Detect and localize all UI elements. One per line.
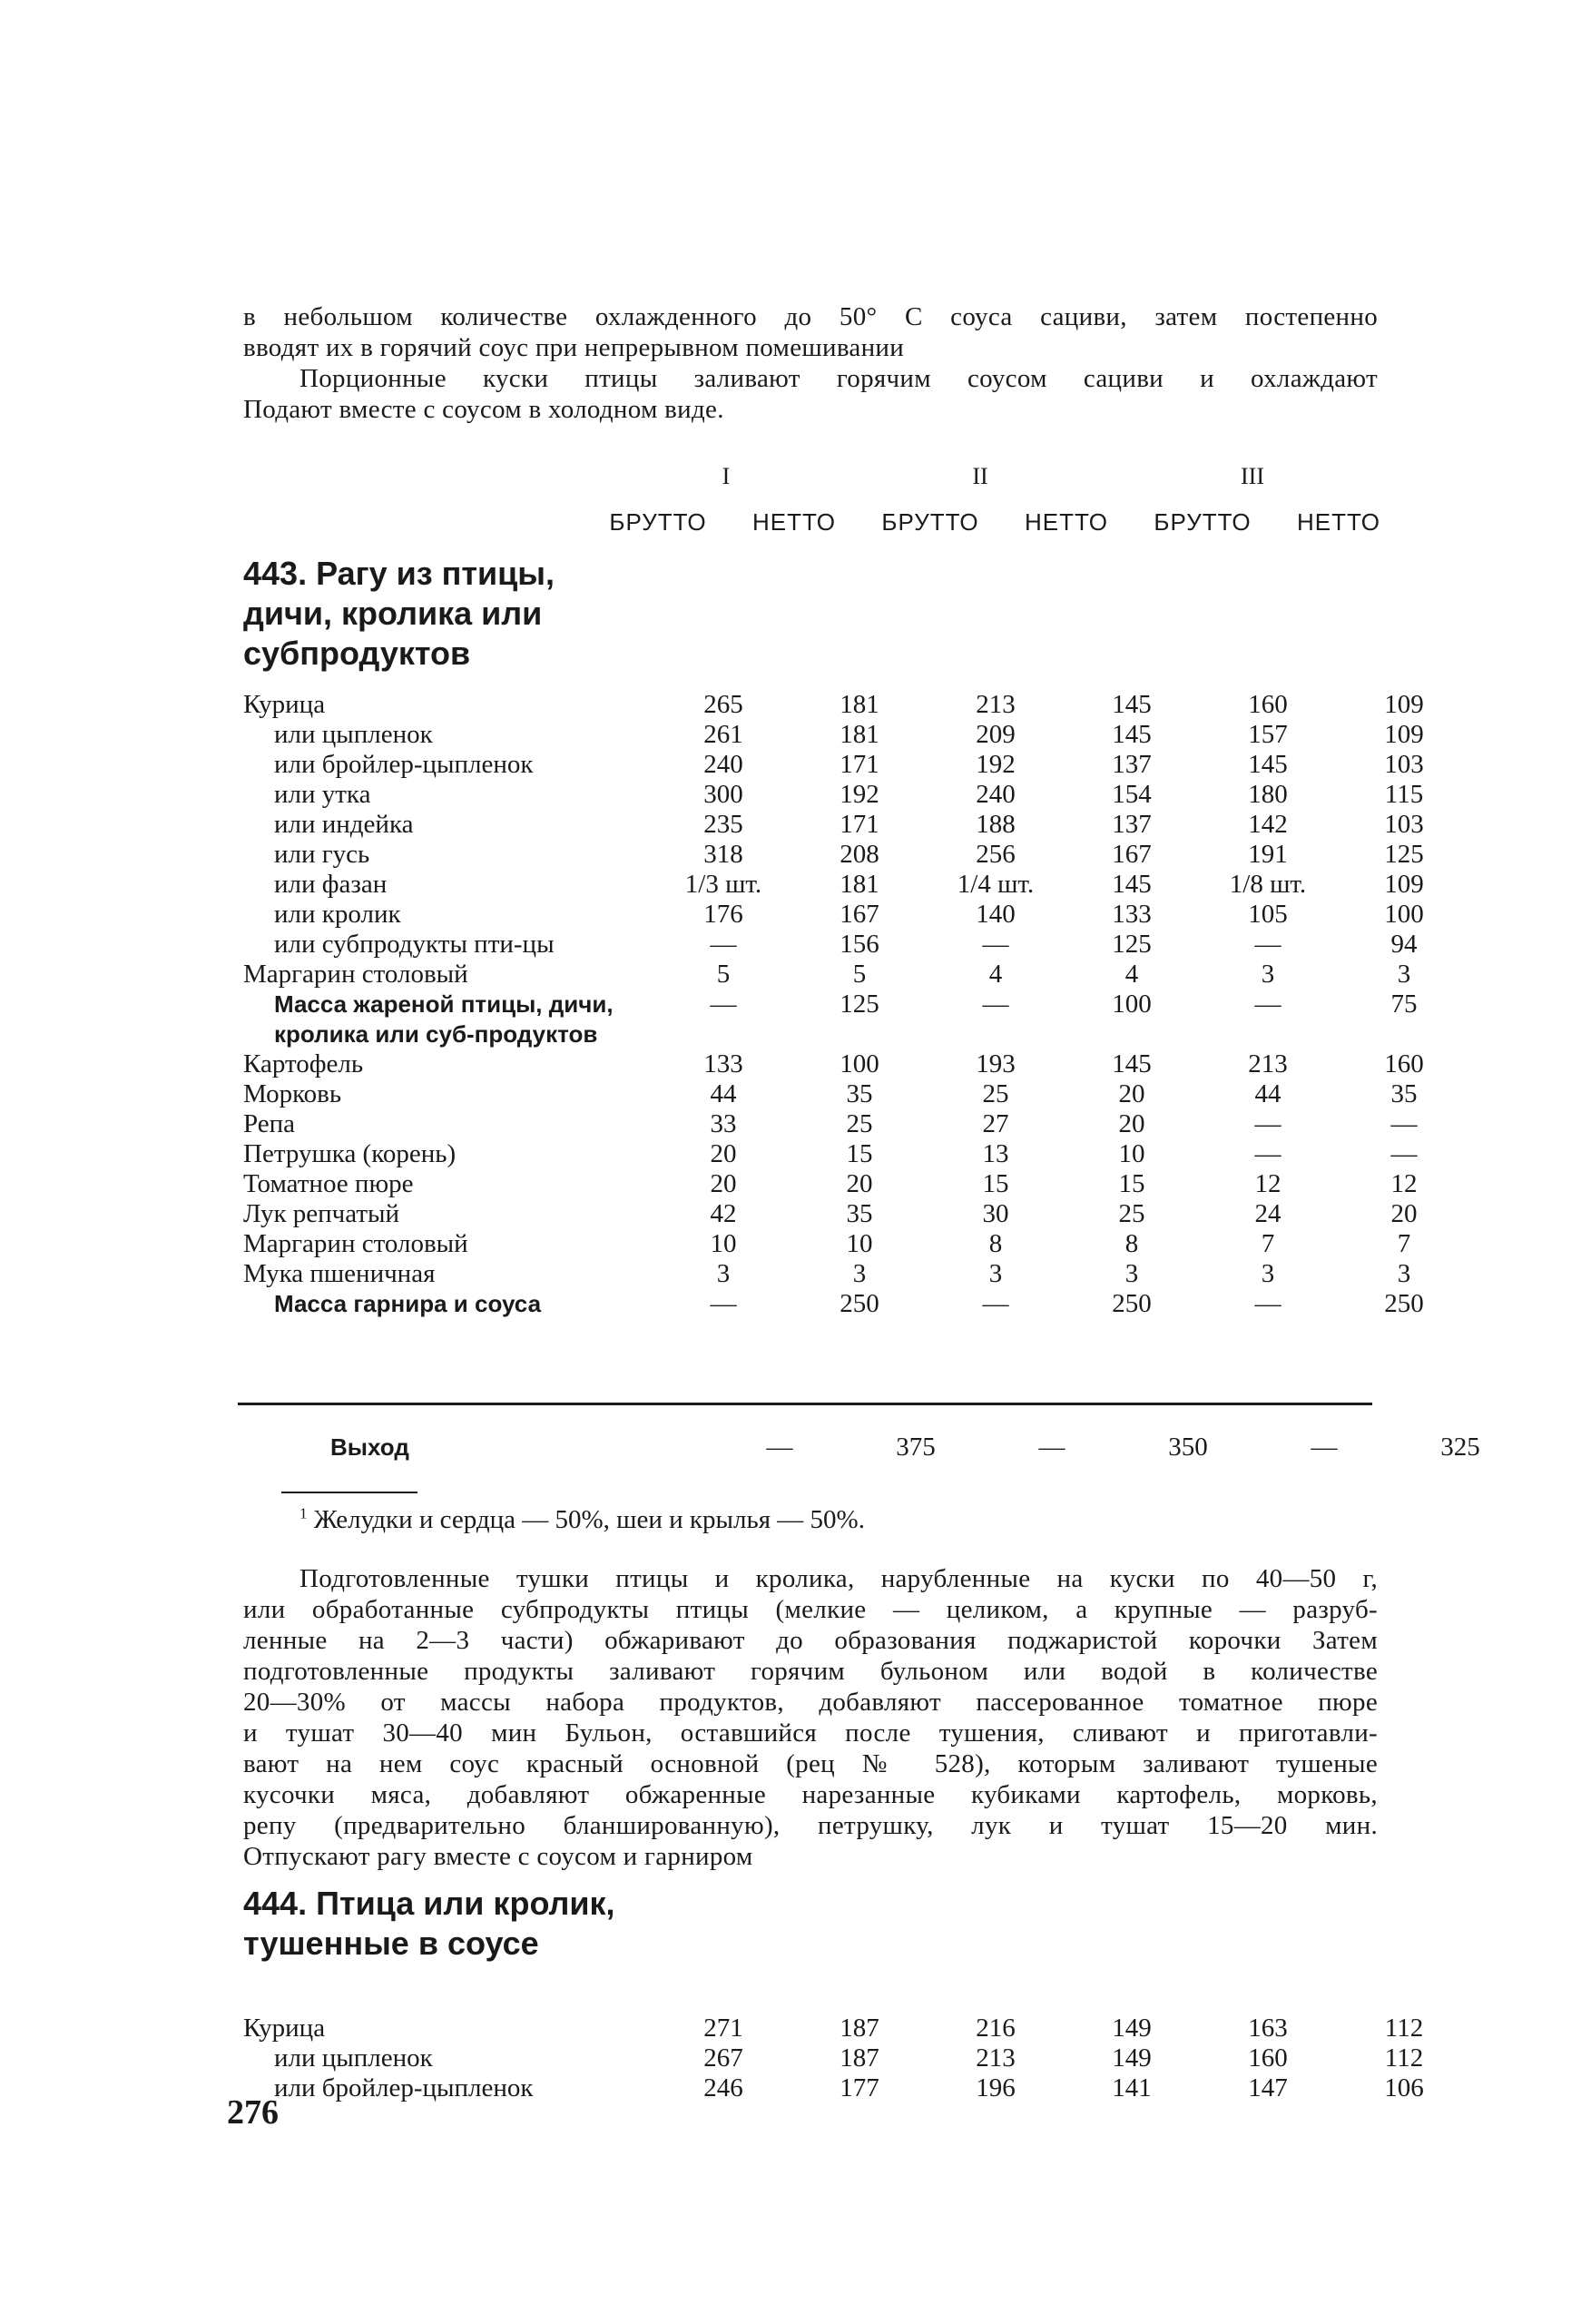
quantity-cell: —: [710, 1289, 737, 1318]
quantity-cell: 109: [1384, 870, 1424, 899]
quantity-cell: 163: [1248, 2014, 1288, 2043]
quantity-cell: 5: [716, 960, 731, 989]
ingredient-name: или гусь: [274, 840, 370, 869]
ingredient-row: [243, 690, 1472, 720]
quantity-cell: 181: [840, 690, 879, 719]
intro-line: в небольшом количестве охлажденного до 50° С соуса сациви, затем постепенно: [243, 302, 1378, 331]
quantity-cell: 44: [710, 1079, 737, 1108]
quantity-cell: 318: [703, 840, 743, 869]
quantity-cell: 20: [846, 1169, 873, 1198]
method-line: Отпускают рагу вместе с соусом и гарниром: [243, 1842, 753, 1871]
quantity-cell: 137: [1112, 810, 1152, 839]
intro-line: Подают вместе с соусом в холодном виде.: [243, 395, 724, 424]
intro-paragraph: [243, 301, 1378, 425]
quantity-cell: —: [710, 990, 737, 1019]
quantity-cell: 240: [703, 750, 743, 779]
ingredient-name: Морковь: [243, 1079, 342, 1108]
quantity-cell: 271: [703, 2014, 743, 2043]
ingredient-name: Петрушка (корень): [243, 1139, 457, 1168]
ingredient-name: Курица: [243, 690, 326, 719]
quantity-cell: 3: [1397, 1259, 1411, 1288]
quantity-cell: 10: [846, 1229, 873, 1258]
recipe-444-table: [243, 2014, 1472, 2103]
quantity-cell: 145: [1112, 720, 1152, 749]
ingredient-name: Мука пшеничная: [243, 1259, 436, 1288]
recipe-443-table: [243, 690, 1472, 1319]
ingredient-name: или бройлер-цыпленок: [274, 750, 534, 779]
quantity-cell: 109: [1384, 690, 1424, 719]
output-value: 350: [1168, 1433, 1208, 1462]
quantity-cell: 149: [1112, 2014, 1152, 2043]
quantity-cell: 192: [840, 780, 879, 809]
output-value: 325: [1440, 1433, 1480, 1462]
quantity-cell: 265: [703, 690, 743, 719]
quantity-cell: 187: [840, 2043, 879, 2073]
quantity-cell: 213: [1248, 1049, 1288, 1078]
quantity-cell: 300: [703, 780, 743, 809]
recipe-444-title: 444. Птица или кролик, тушенные в соусе: [243, 1885, 615, 1962]
quantity-cell: 133: [703, 1049, 743, 1078]
column-brutto: БРУТТО: [609, 508, 707, 536]
quantity-cell: 25: [982, 1079, 1009, 1108]
method-line: вают на нем соус красный основной (рец № 528), которым заливают тушеные: [243, 1749, 1378, 1778]
quantity-cell: 261: [703, 720, 743, 749]
quantity-cell: 1/4 шт.: [957, 870, 1035, 899]
quantity-cell: 160: [1384, 1049, 1424, 1078]
quantity-cell: 20: [1118, 1079, 1145, 1108]
quantity-cell: 100: [1112, 990, 1152, 1019]
intro-line: вводят их в горячий соус при непрерывном помешивании: [243, 333, 905, 362]
footnote-text: Желудки и сердца — 50%, шеи и крылья — 50%.: [313, 1505, 865, 1534]
quantity-cell: 112: [1384, 2014, 1424, 2043]
quantity-cell: 125: [1112, 930, 1152, 959]
quantity-cell: 208: [840, 840, 879, 869]
ingredient-row: [243, 960, 1472, 990]
ingredient-name: или цыпленок: [274, 2043, 433, 2073]
ingredient-name: Масса жареной птицы, дичи, кролика или суб-продуктов: [274, 990, 614, 1048]
quantity-cell: —: [1254, 1289, 1281, 1318]
quantity-cell: 3: [852, 1259, 867, 1288]
quantity-cell: 106: [1384, 2073, 1424, 2102]
output-value: 375: [896, 1433, 936, 1462]
page-number: 276: [227, 2093, 279, 2132]
quantity-cell: 160: [1248, 690, 1288, 719]
quantity-cell: 196: [976, 2073, 1016, 2102]
quantity-cell: 240: [976, 780, 1016, 809]
recipe-443-output: [243, 1433, 1528, 1462]
footnote-rule: [281, 1492, 417, 1493]
method-line: репу (предварительно бланшированную), петрушку, лук и тушат 15—20 мин.: [243, 1811, 1378, 1840]
quantity-cell: 3: [1397, 960, 1411, 989]
ingredient-name: Маргарин столовый: [243, 960, 468, 989]
quantity-cell: 167: [840, 900, 879, 929]
ingredient-row: [243, 2043, 1472, 2073]
quantity-cell: 157: [1248, 720, 1288, 749]
quantity-cell: 100: [840, 1049, 879, 1078]
ingredient-row: [243, 1169, 1472, 1199]
ingredient-row: [243, 840, 1472, 870]
quantity-cell: 15: [846, 1139, 873, 1168]
quantity-cell: 3: [1124, 1259, 1139, 1288]
quantity-cell: 24: [1254, 1199, 1281, 1228]
quantity-cell: 154: [1112, 780, 1152, 809]
method-line: подготовленные продукты заливают горячим бульоном или водой в количестве: [243, 1657, 1378, 1686]
ingredient-row: [243, 780, 1472, 810]
ingredient-name: или кролик: [274, 900, 401, 929]
quantity-cell: —: [982, 1289, 1009, 1318]
quantity-cell: 4: [988, 960, 1003, 989]
quantity-cell: 103: [1384, 750, 1424, 779]
method-line: 20—30% от массы набора продуктов, добавляют пассерованное томатное пюре: [243, 1688, 1378, 1717]
column-group-iii: III: [1241, 463, 1264, 489]
output-row: [243, 1433, 1528, 1462]
ingredient-row: [243, 1259, 1472, 1289]
ingredient-row: [243, 1199, 1472, 1229]
quantity-cell: 250: [1112, 1289, 1152, 1318]
quantity-cell: 160: [1248, 2043, 1288, 2073]
quantity-cell: 20: [1390, 1199, 1418, 1228]
quantity-cell: 42: [710, 1199, 737, 1228]
quantity-cell: 103: [1384, 810, 1424, 839]
column-group-i: I: [722, 463, 731, 489]
quantity-cell: 137: [1112, 750, 1152, 779]
column-brutto: БРУТТО: [1154, 508, 1252, 536]
quantity-cell: 181: [840, 870, 879, 899]
ingredient-name: или бройлер-цыпленок: [274, 2073, 534, 2102]
quantity-cell: 8: [1124, 1229, 1139, 1258]
quantity-cell: 180: [1248, 780, 1288, 809]
quantity-cell: 112: [1384, 2043, 1424, 2073]
quantity-cell: 109: [1384, 720, 1424, 749]
ingredient-row: [243, 1109, 1472, 1139]
quantity-cell: 33: [710, 1109, 737, 1138]
quantity-cell: 7: [1261, 1229, 1275, 1258]
quantity-cell: 75: [1390, 990, 1418, 1019]
ingredient-name: или фазан: [274, 870, 388, 899]
quantity-cell: 30: [982, 1199, 1009, 1228]
quantity-cell: 187: [840, 2014, 879, 2043]
quantity-cell: 250: [1384, 1289, 1424, 1318]
quantity-cell: 35: [1390, 1079, 1418, 1108]
ingredient-name: Картофель: [243, 1049, 364, 1078]
quantity-cell: —: [1390, 1139, 1418, 1168]
quantity-cell: 15: [1118, 1169, 1145, 1198]
quantity-cell: 191: [1248, 840, 1288, 869]
quantity-cell: 27: [982, 1109, 1009, 1138]
quantity-cell: 10: [710, 1229, 737, 1258]
quantity-cell: —: [1254, 930, 1281, 959]
ingredient-row: [243, 900, 1472, 930]
quantity-cell: 3: [1261, 1259, 1275, 1288]
quantity-cell: 12: [1254, 1169, 1281, 1198]
method-paragraph: [243, 1563, 1378, 1872]
ingredient-row: [243, 1289, 1472, 1319]
quantity-cell: 105: [1248, 900, 1288, 929]
quantity-cell: —: [1254, 990, 1281, 1019]
ingredient-name: Томатное пюре: [243, 1169, 414, 1198]
quantity-cell: 181: [840, 720, 879, 749]
quantity-cell: 3: [716, 1259, 731, 1288]
quantity-cell: 193: [976, 1049, 1016, 1078]
quantity-cell: 25: [1118, 1199, 1145, 1228]
quantity-cell: 213: [976, 2043, 1016, 2073]
quantity-cell: —: [982, 930, 1009, 959]
quantity-cell: 192: [976, 750, 1016, 779]
quantity-cell: 133: [1112, 900, 1152, 929]
quantity-cell: 20: [710, 1169, 737, 1198]
ingredient-name: или субпродукты пти-цы: [274, 930, 555, 959]
ingredient-row: [243, 2014, 1472, 2043]
quantity-cell: —: [982, 990, 1009, 1019]
quantity-cell: 246: [703, 2073, 743, 2102]
quantity-cell: 3: [1261, 960, 1275, 989]
quantity-cell: —: [1254, 1139, 1281, 1168]
ingredient-row: [243, 720, 1472, 750]
quantity-cell: 171: [840, 750, 879, 779]
footnote: [300, 1505, 865, 1535]
quantity-cell: 44: [1254, 1079, 1281, 1108]
quantity-cell: 8: [988, 1229, 1003, 1258]
method-line: кусочки мяса, добавляют обжаренные нарезанные кубиками картофель, морковь,: [243, 1780, 1378, 1809]
quantity-cell: 167: [1112, 840, 1152, 869]
method-line: или обработанные субпродукты птицы (мелкие — целиком, а крупные — разруб-: [243, 1595, 1378, 1624]
quantity-cell: —: [1254, 1109, 1281, 1138]
quantity-cell: 156: [840, 930, 879, 959]
quantity-cell: 141: [1112, 2073, 1152, 2102]
output-value: —: [1311, 1433, 1338, 1462]
quantity-cell: 145: [1248, 750, 1288, 779]
ingredient-name: Лук репчатый: [243, 1199, 400, 1228]
quantity-cell: 15: [982, 1169, 1009, 1198]
footnote-mark: 1: [300, 1504, 308, 1522]
intro-line: Порционные куски птицы заливают горячим соусом сациви и охлаждают: [300, 364, 1378, 393]
column-brutto: БРУТТО: [881, 508, 979, 536]
quantity-cell: 177: [840, 2073, 879, 2102]
output-label: Выход: [330, 1433, 409, 1461]
quantity-cell: 149: [1112, 2043, 1152, 2073]
ingredient-row: [243, 2073, 1472, 2103]
ingredient-name: Курица: [243, 2014, 326, 2043]
ingredient-row: [243, 870, 1472, 900]
quantity-cell: 125: [1384, 840, 1424, 869]
quantity-cell: 115: [1384, 780, 1424, 809]
quantity-cell: 1/3 шт.: [684, 870, 762, 899]
quantity-cell: 35: [846, 1199, 873, 1228]
quantity-cell: 12: [1390, 1169, 1418, 1198]
ingredient-name: или цыпленок: [274, 720, 433, 749]
quantity-cell: 125: [840, 990, 879, 1019]
quantity-cell: 209: [976, 720, 1016, 749]
ingredient-row: [243, 810, 1472, 840]
quantity-cell: 142: [1248, 810, 1288, 839]
ingredient-row: [243, 930, 1472, 960]
quantity-cell: 140: [976, 900, 1016, 929]
quantity-cell: 171: [840, 810, 879, 839]
quantity-cell: 1/8 шт.: [1229, 870, 1307, 899]
quantity-cell: 147: [1248, 2073, 1288, 2102]
ingredient-name: или индейка: [274, 810, 414, 839]
quantity-cell: 35: [846, 1079, 873, 1108]
method-line: и тушат 30—40 мин Бульон, оставшийся после тушения, сливают и приготавли-: [243, 1718, 1378, 1748]
ingredient-name: или утка: [274, 780, 371, 809]
ingredient-name: Масса гарнира и соуса: [274, 1290, 542, 1317]
quantity-cell: 176: [703, 900, 743, 929]
column-netto: НЕТТО: [752, 508, 836, 536]
quantity-cell: 216: [976, 2014, 1016, 2043]
ingredient-row: [243, 1079, 1472, 1109]
method-line: ленные на 2—3 части) обжаривают до образования поджаристой корочки Затем: [243, 1626, 1378, 1655]
quantity-cell: 100: [1384, 900, 1424, 929]
quantity-cell: 267: [703, 2043, 743, 2073]
quantity-cell: 235: [703, 810, 743, 839]
ingredient-row: [243, 1049, 1472, 1079]
quantity-cell: 145: [1112, 870, 1152, 899]
table-divider: [238, 1403, 1372, 1405]
quantity-cell: 256: [976, 840, 1016, 869]
ingredient-row: [243, 990, 1472, 1049]
ingredient-row: [243, 750, 1472, 780]
column-netto: НЕТТО: [1025, 508, 1108, 536]
quantity-cell: 213: [976, 690, 1016, 719]
quantity-cell: 5: [852, 960, 867, 989]
output-value: —: [766, 1433, 793, 1462]
recipe-443-title: 443. Рагу из птицы, дичи, кролика или субпродуктов: [243, 555, 555, 672]
quantity-cell: 20: [710, 1139, 737, 1168]
quantity-cell: 3: [988, 1259, 1003, 1288]
ingredient-row: [243, 1229, 1472, 1259]
quantity-cell: —: [710, 930, 737, 959]
quantity-cell: 145: [1112, 690, 1152, 719]
ingredient-name: Репа: [243, 1109, 296, 1138]
ingredient-row: [243, 1139, 1472, 1169]
quantity-cell: 250: [840, 1289, 879, 1318]
method-line: Подготовленные тушки птицы и кролика, нарубленные на куски по 40—50 г,: [300, 1564, 1378, 1593]
column-group-ii: II: [972, 463, 988, 489]
quantity-cell: 188: [976, 810, 1016, 839]
quantity-cell: 94: [1390, 930, 1418, 959]
quantity-cell: 13: [982, 1139, 1009, 1168]
quantity-cell: 145: [1112, 1049, 1152, 1078]
quantity-cell: 4: [1124, 960, 1139, 989]
quantity-cell: 20: [1118, 1109, 1145, 1138]
quantity-cell: 10: [1118, 1139, 1145, 1168]
quantity-cell: 25: [846, 1109, 873, 1138]
quantity-cell: 7: [1397, 1229, 1411, 1258]
quantity-cell: —: [1390, 1109, 1418, 1138]
ingredient-name: Маргарин столовый: [243, 1229, 468, 1258]
output-value: —: [1038, 1433, 1065, 1462]
column-netto: НЕТТО: [1297, 508, 1380, 536]
